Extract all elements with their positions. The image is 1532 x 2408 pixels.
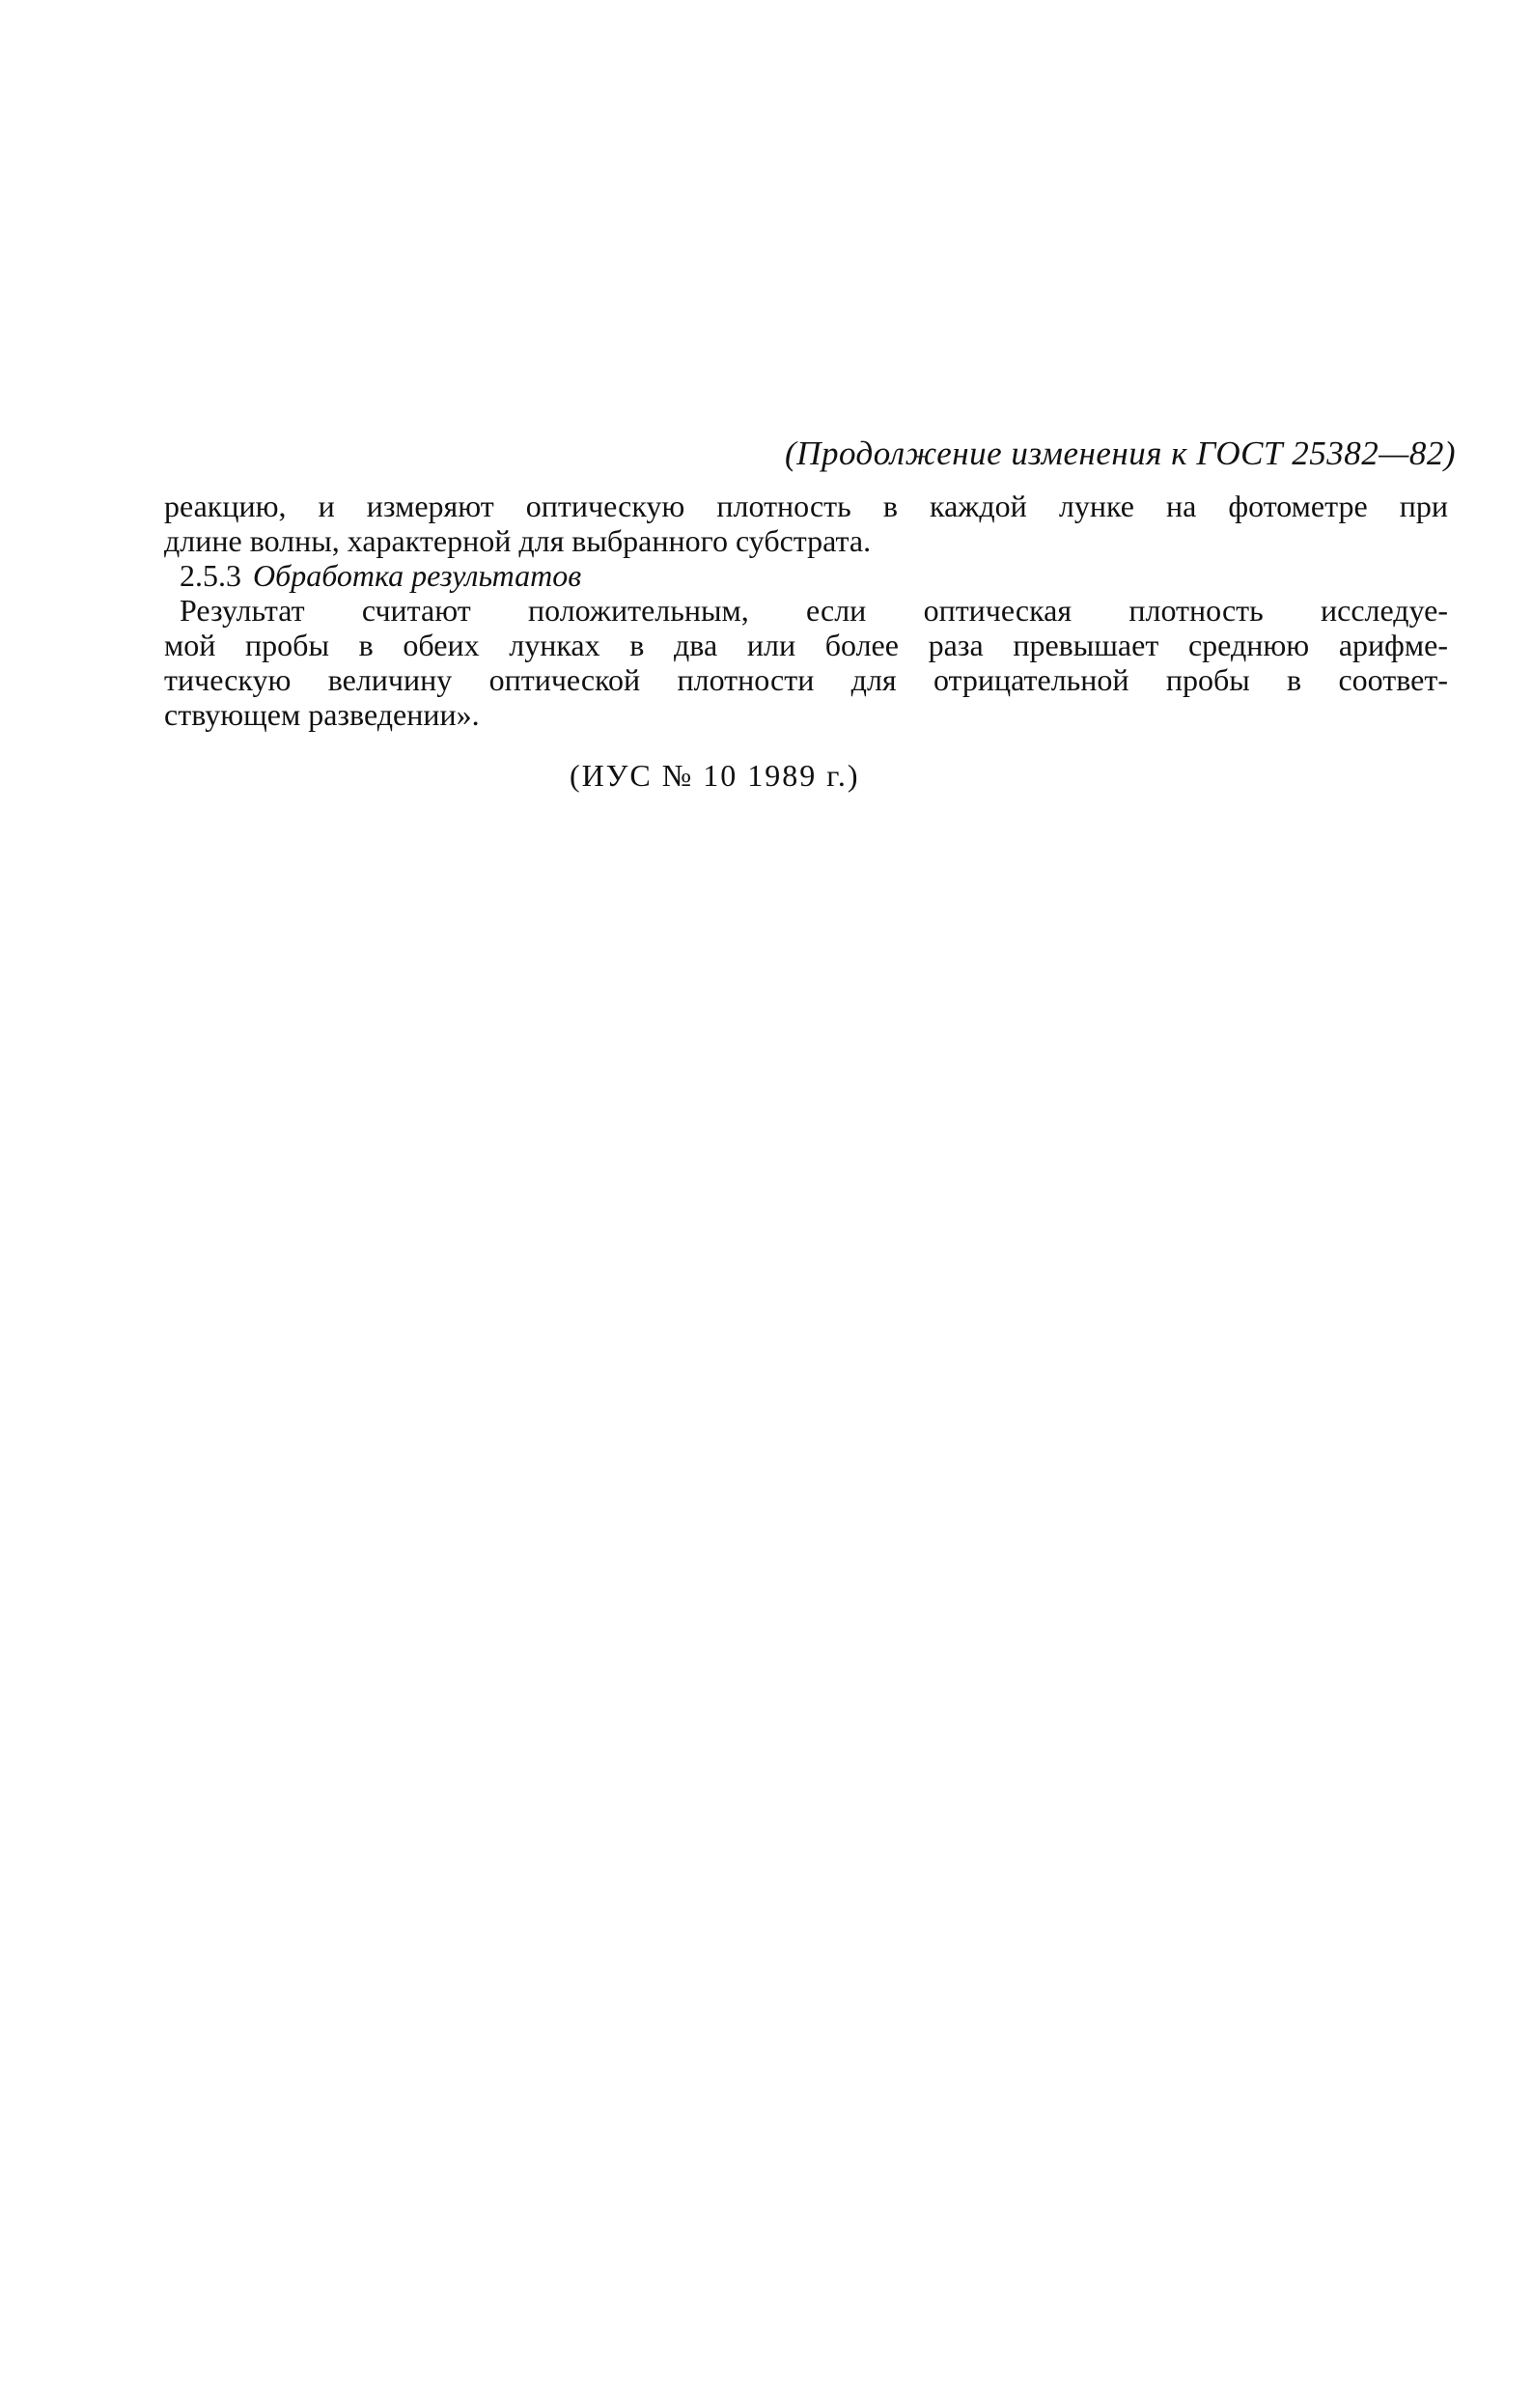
body-text: [164, 489, 1448, 732]
section-number: 2.5.3: [180, 558, 241, 593]
paragraph-line: длине волны, характерной для выбранного субстрата.: [164, 523, 872, 558]
source-reference: (ИУС № 10 1989 г.): [570, 758, 860, 793]
paragraph-line: Результат считают положительным, если оптическая плотность исследуе-: [180, 593, 1448, 628]
paragraph-line: реакцию, и измеряют оптическую плотность в каждой лунке на фотометре при: [164, 489, 1448, 523]
paragraph-line: тическую величину оптической плотности для отрицательной пробы в соответ-: [164, 662, 1448, 697]
paragraph-line: мой пробы в обеих лунках в два или более раза превышает среднюю арифме-: [164, 628, 1448, 662]
section-heading: [164, 558, 1448, 593]
paragraph-line: ствующем разведении».: [164, 697, 480, 732]
section-title: Обработка результатов: [253, 558, 582, 593]
continuation-header: (Продолжение изменения к ГОСТ 25382—82): [785, 434, 1456, 472]
